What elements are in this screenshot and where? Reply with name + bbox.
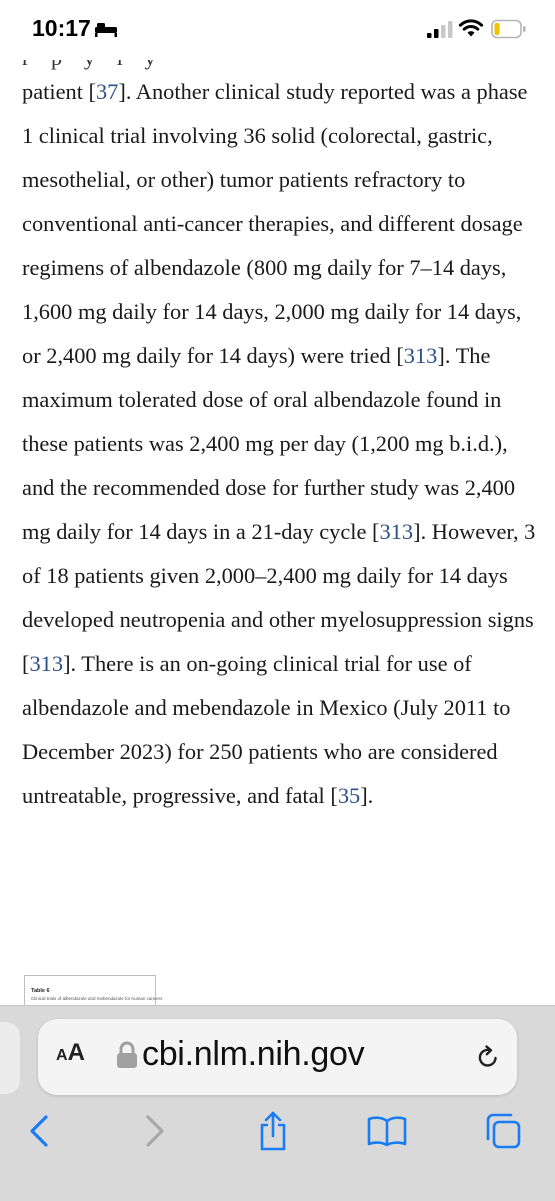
reload-icon[interactable] — [476, 1044, 500, 1070]
forward-button[interactable] — [130, 1106, 180, 1156]
article-paragraph — [22, 70, 537, 818]
back-button[interactable] — [14, 1106, 64, 1156]
article-body — [22, 48, 537, 818]
table-title: Table 6 — [31, 988, 50, 994]
tabs-button[interactable] — [478, 1106, 528, 1156]
sleep-focus-icon — [94, 21, 118, 37]
chevron-left-icon — [28, 1114, 50, 1148]
book-icon — [366, 1115, 408, 1147]
citation-link[interactable]: 37 — [95, 79, 119, 104]
citation-link[interactable]: 35 — [337, 783, 361, 808]
table-caption: Clinical trials of albendazole and mebendazole for human cancers — [31, 996, 163, 1001]
citation-link[interactable]: 313 — [379, 519, 414, 544]
paragraph-text: ]. Another clinical study reported was a phase 1 clinical trial involving 36 solid (colorectal, gastric, mesothelial, or other) tumor patients refractory to conventional anti-cancer therapies, and different dosage regimens of albendazole (800 mg daily for 7–14 days, 1,600 mg daily for 14 days, 2,000 mg daily for 14 days, or 2,400 mg daily for 14 days) were tried [ — [22, 79, 528, 368]
url-text[interactable]: cbi.nlm.nih.gov — [142, 1035, 365, 1073]
paragraph-text: ]. The maximum tolerated dose of oral albendazole found in these patients was 2,400 mg per day (1,200 mg b.i.d.), and the recommended dose for further study was 2,400 mg daily for 14 days in a 21-day cycle [ — [22, 343, 516, 544]
battery-low-icon — [491, 19, 527, 39]
status-time: 10:17 — [32, 15, 91, 41]
share-button[interactable] — [248, 1106, 298, 1156]
paragraph-text: patient [ — [22, 79, 96, 104]
browser-toolbar — [0, 1005, 555, 1201]
bookmarks-button[interactable] — [362, 1106, 412, 1156]
wifi-icon — [458, 18, 484, 38]
status-bar — [0, 0, 555, 60]
citation-link[interactable]: 313 — [403, 343, 438, 368]
paragraph-text: ]. There is an on-going clinical trial for use of albendazole and mebendazole in Mexico (July 2011 to December 2023) for 250 patients who are considered untreatable, progressive, and fatal [ — [22, 651, 511, 808]
navigation-row — [0, 1106, 555, 1156]
page-settings-button[interactable]: AA — [56, 1039, 85, 1066]
previous-tab-address-pill[interactable] — [0, 1022, 20, 1094]
paragraph-text: ]. — [360, 783, 374, 808]
chevron-right-icon — [144, 1114, 166, 1148]
cellular-signal-icon — [427, 20, 453, 38]
lock-icon — [116, 1041, 138, 1069]
share-icon — [257, 1111, 289, 1151]
citation-link[interactable]: 313 — [29, 651, 64, 676]
tabs-icon — [484, 1112, 522, 1150]
paragraph-text: ]. However, 3 of 18 patients given 2,000–2,400 mg daily for 14 days developed neutropenia and other myelosuppression signs [ — [22, 519, 536, 676]
address-bar[interactable] — [38, 1019, 517, 1095]
